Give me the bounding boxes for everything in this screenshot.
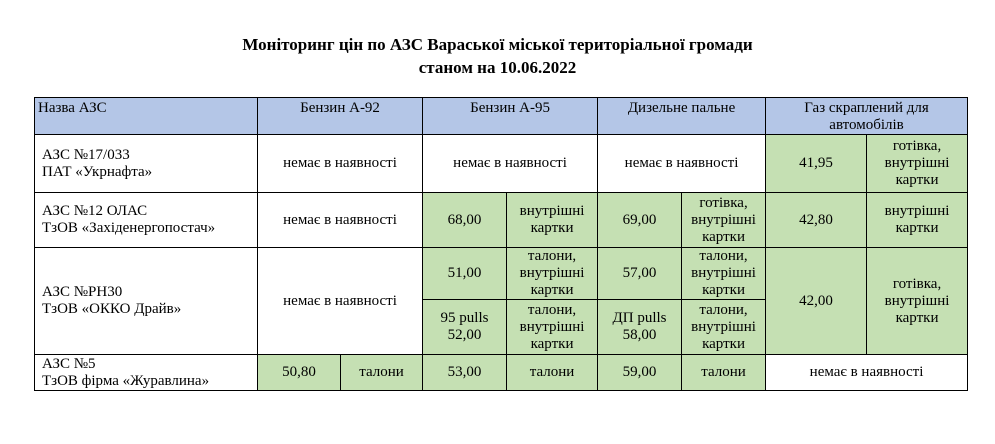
a95-payment: внутрішні картки xyxy=(507,193,598,248)
a92-payment: талони xyxy=(341,355,423,391)
header-a92: Бензин А-92 xyxy=(258,98,423,135)
a95-price: 53,00 xyxy=(423,355,507,391)
diesel-payment: талони, внутрішні картки xyxy=(682,248,766,300)
table-row xyxy=(35,193,968,248)
station-name: АЗС №РН30 ТзОВ «ОККО Драйв» xyxy=(35,248,258,355)
table-row xyxy=(35,355,968,391)
price-table xyxy=(34,97,968,391)
diesel-price: 57,00 xyxy=(598,248,682,300)
gas-payment: внутрішні картки xyxy=(867,193,968,248)
diesel-payment: талони, внутрішні картки xyxy=(682,300,766,355)
diesel-payment: талони xyxy=(682,355,766,391)
document-title: Моніторинг цін по АЗС Вараської міської територіальної громади xyxy=(242,35,753,54)
header-station: Назва АЗС xyxy=(35,98,258,135)
diesel-price: 59,00 xyxy=(598,355,682,391)
diesel-price: ДП pulls 58,00 xyxy=(598,300,682,355)
station-name: АЗС №17/033 ПАТ «Укрнафта» xyxy=(35,135,258,193)
a95-payment: талони xyxy=(507,355,598,391)
a92-cell: немає в наявності xyxy=(258,193,423,248)
a95-cell: немає в наявності xyxy=(423,135,598,193)
gas-price: 42,80 xyxy=(766,193,867,248)
gas-payment: готівка, внутрішні картки xyxy=(867,135,968,193)
diesel-price: 69,00 xyxy=(598,193,682,248)
gas-payment: готівка, внутрішні картки xyxy=(867,248,968,355)
station-name: АЗС №12 ОЛАС ТзОВ «Західенергопостач» xyxy=(35,193,258,248)
header-a95: Бензин А-95 xyxy=(423,98,598,135)
header-diesel: Дизельне пальне xyxy=(598,98,766,135)
a95-price: 68,00 xyxy=(423,193,507,248)
station-name: АЗС №5 ТзОВ фірма «Журавлина» xyxy=(35,355,258,391)
table-header-row xyxy=(35,98,968,135)
document-date: станом на 10.06.2022 xyxy=(418,58,577,77)
header-gas: Газ скраплений для автомобілів xyxy=(766,98,968,135)
a95-payment: талони, внутрішні картки xyxy=(507,248,598,300)
a92-price: 50,80 xyxy=(258,355,341,391)
a95-price: 95 pulls 52,00 xyxy=(423,300,507,355)
table-row xyxy=(35,248,968,300)
table-row xyxy=(35,135,968,193)
gas-price: 42,00 xyxy=(766,248,867,355)
diesel-cell: немає в наявності xyxy=(598,135,766,193)
a95-price: 51,00 xyxy=(423,248,507,300)
a92-cell: немає в наявності xyxy=(258,135,423,193)
gas-cell: немає в наявності xyxy=(766,355,968,391)
diesel-payment: готівка, внутрішні картки xyxy=(682,193,766,248)
a92-cell: немає в наявності xyxy=(258,248,423,355)
gas-price: 41,95 xyxy=(766,135,867,193)
a95-payment: талони, внутрішні картки xyxy=(507,300,598,355)
